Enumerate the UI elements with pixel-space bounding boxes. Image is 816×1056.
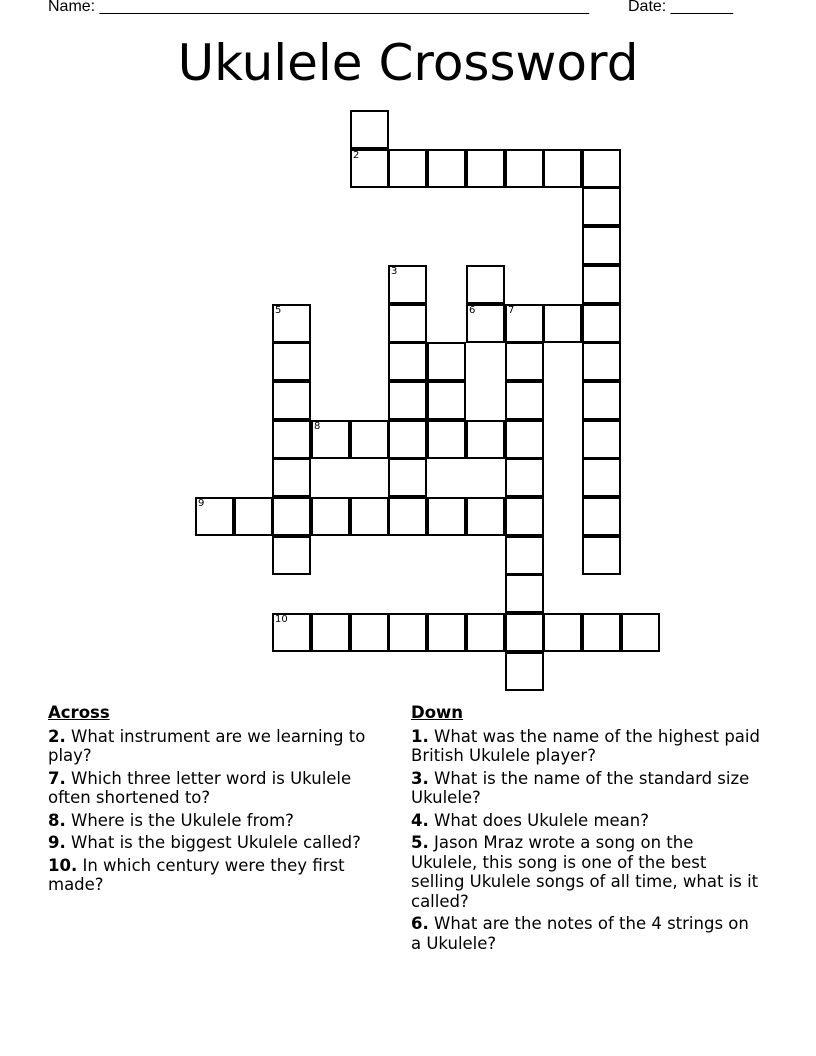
crossword-cell[interactable] <box>505 304 544 343</box>
crossword-cell[interactable] <box>505 149 544 188</box>
crossword-cell[interactable] <box>388 304 427 343</box>
clue-number: 3. <box>411 768 429 788</box>
down-clue <box>411 727 761 766</box>
across-heading: Across <box>48 703 110 722</box>
crossword-cell[interactable] <box>582 342 621 381</box>
cell-number: 7 <box>508 305 515 316</box>
crossword-cell[interactable] <box>350 497 389 536</box>
cell-number: 9 <box>198 498 205 509</box>
cell-number: 8 <box>314 421 321 432</box>
across-clues <box>48 703 393 898</box>
crossword-cell[interactable] <box>350 149 389 188</box>
crossword-cell[interactable] <box>195 497 234 536</box>
crossword-cell[interactable] <box>582 613 621 652</box>
crossword-cell[interactable] <box>505 574 544 613</box>
crossword-cell[interactable] <box>505 342 544 381</box>
crossword-cell[interactable] <box>543 149 582 188</box>
crossword-cell[interactable] <box>582 149 621 188</box>
crossword-cell[interactable] <box>582 458 621 497</box>
crossword-cell[interactable] <box>582 265 621 304</box>
clue-text: Which three letter word is Ukulele often shortened to? <box>48 768 352 807</box>
crossword-cell[interactable] <box>427 342 466 381</box>
down-heading: Down <box>411 703 464 722</box>
across-clue <box>48 727 393 766</box>
clue-number: 2. <box>48 726 66 746</box>
crossword-cell[interactable] <box>466 497 505 536</box>
crossword-cell[interactable] <box>388 613 427 652</box>
clue-number: 6. <box>411 914 429 933</box>
crossword-cell[interactable] <box>350 613 389 652</box>
crossword-cell[interactable] <box>582 226 621 265</box>
across-clue <box>48 811 393 831</box>
down-clue <box>411 769 761 808</box>
clue-text: Jason Mraz wrote a song on the Ukulele, this song is one of the best selling Ukulele songs of all time, what is it called? <box>411 833 759 911</box>
crossword-cell[interactable] <box>505 652 544 691</box>
crossword-cell[interactable] <box>272 497 311 536</box>
down-clue <box>411 914 761 953</box>
crossword-cell[interactable] <box>621 613 660 652</box>
crossword-cell[interactable] <box>272 613 311 652</box>
crossword-cell[interactable] <box>427 381 466 420</box>
crossword-cell[interactable] <box>388 342 427 381</box>
crossword-cell[interactable] <box>350 110 389 149</box>
crossword-cell[interactable] <box>505 458 544 497</box>
crossword-cell[interactable] <box>234 497 273 536</box>
clue-number: 9. <box>48 833 66 852</box>
crossword-cell[interactable] <box>272 420 311 459</box>
crossword-cell[interactable] <box>388 458 427 497</box>
crossword-cell[interactable] <box>272 536 311 575</box>
crossword-cell[interactable] <box>582 536 621 575</box>
crossword-cell[interactable] <box>466 265 505 304</box>
crossword-cell[interactable] <box>311 497 350 536</box>
clue-text: What does Ukulele mean? <box>434 810 650 830</box>
crossword-cell[interactable] <box>466 613 505 652</box>
crossword-cell[interactable] <box>388 381 427 420</box>
clue-text: What was the name of the highest paid British Ukulele player? <box>411 726 760 765</box>
crossword-cell[interactable] <box>427 149 466 188</box>
date-field[interactable]: Date: _______ <box>628 0 733 15</box>
crossword-cell[interactable] <box>543 613 582 652</box>
crossword-cell[interactable] <box>466 149 505 188</box>
crossword-cell[interactable] <box>427 420 466 459</box>
crossword-cell[interactable] <box>466 420 505 459</box>
cell-number: 5 <box>275 305 282 316</box>
crossword-cell[interactable] <box>505 613 544 652</box>
crossword-cell[interactable] <box>505 536 544 575</box>
clue-text: What is the biggest Ukulele called? <box>71 833 361 852</box>
crossword-cell[interactable] <box>505 381 544 420</box>
clue-text: Where is the Ukulele from? <box>71 810 294 830</box>
crossword-cell[interactable] <box>505 420 544 459</box>
cell-number: 2 <box>353 150 360 161</box>
clue-text: What are the notes of the 4 strings on a Ukulele? <box>411 914 749 953</box>
across-clue <box>48 833 393 853</box>
crossword-cell[interactable] <box>311 420 350 459</box>
clue-number: 5. <box>411 833 429 852</box>
clue-text: In which century were they first made? <box>48 855 345 894</box>
crossword-cell[interactable] <box>427 613 466 652</box>
clue-number: 10. <box>48 855 78 875</box>
clue-text: What is the name of the standard size Ukulele? <box>411 768 750 807</box>
clue-number: 8. <box>48 810 66 830</box>
clue-text: What instrument are we learning to play? <box>48 726 366 765</box>
crossword-cell[interactable] <box>388 420 427 459</box>
crossword-cell[interactable] <box>311 613 350 652</box>
crossword-cell[interactable] <box>582 497 621 536</box>
crossword-cell[interactable] <box>505 497 544 536</box>
cell-number: 10 <box>275 614 288 625</box>
clue-number: 7. <box>48 768 66 788</box>
crossword-cell[interactable] <box>582 187 621 226</box>
clue-number: 1. <box>411 726 429 746</box>
crossword-cell[interactable] <box>350 420 389 459</box>
crossword-cell[interactable] <box>582 420 621 459</box>
crossword-cell[interactable] <box>272 342 311 381</box>
across-clue <box>48 856 393 895</box>
crossword-cell[interactable] <box>272 381 311 420</box>
crossword-cell[interactable] <box>388 265 427 304</box>
down-clue <box>411 811 761 831</box>
crossword-cell[interactable] <box>388 149 427 188</box>
crossword-cell[interactable] <box>272 304 311 343</box>
down-clues <box>411 703 761 956</box>
crossword-cell[interactable] <box>427 497 466 536</box>
crossword-cell[interactable] <box>582 381 621 420</box>
name-field[interactable]: Name: _______________________________________________________ <box>48 0 589 15</box>
crossword-cell[interactable] <box>543 304 582 343</box>
cell-number: 6 <box>469 305 476 316</box>
down-clue <box>411 833 761 911</box>
crossword-cell[interactable] <box>466 304 505 343</box>
page-title: Ukulele Crossword <box>177 34 639 92</box>
crossword-cell[interactable] <box>388 497 427 536</box>
clue-number: 4. <box>411 810 429 830</box>
across-clue <box>48 769 393 808</box>
crossword-cell[interactable] <box>272 458 311 497</box>
cell-number: 3 <box>391 266 398 277</box>
crossword-cell[interactable] <box>582 304 621 343</box>
